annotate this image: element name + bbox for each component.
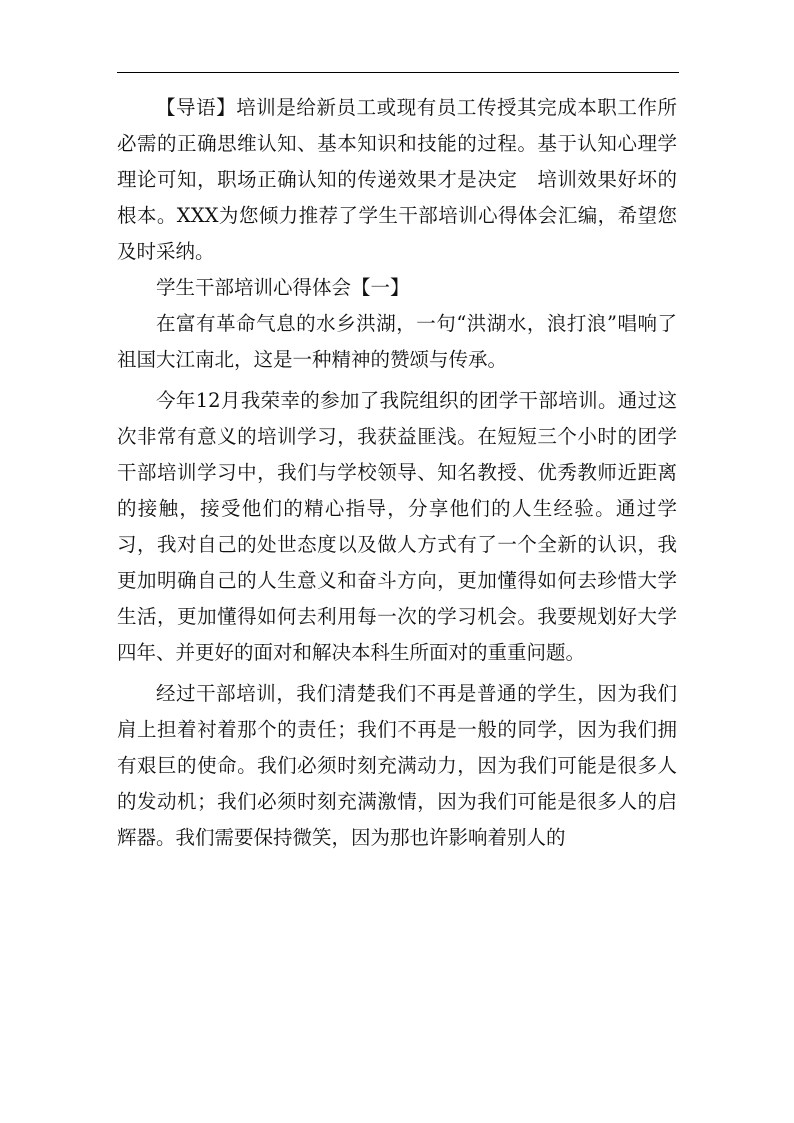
- document-body: [117, 90, 677, 856]
- body-paragraph-3: 经过干部培训，我们清楚我们不再是普通的学生，因为我们肩上担着衬着那个的责任；我们不再是一般的同学，因为我们拥有艰巨的使命。我们必须时刻充满动力，因为我们可能是很多人的发动机；我们必须时刻充满激情，因为我们可能是很多人的启辉器。我们需要保持微笑，因为那也许影响着别人的: [117, 682, 677, 849]
- intro-paragraph: 【导语】培训是给新员工或现有员工传授其完成本职工作所必需的正确思维认知、基本知识和技能的过程。基于认知心理学理论可知，职场正确认知的传递效果才是决定 培训效果好坏的根本。XXX为您倾力推荐了学生干部培训心得体会汇编，希望您及时采纳。: [117, 96, 677, 263]
- section-heading: 学生干部培训心得体会【一】: [156, 276, 410, 299]
- header-rule: [117, 72, 679, 73]
- body-paragraph-1: 在富有革命气息的水乡洪湖，一句“洪湖水，浪打浪”唱响了祖国大江南北，这是一种精神的赞颂与传承。: [117, 312, 677, 371]
- body-paragraph-2: 今年12月我荣幸的参加了我院组织的团学干部培训。通过这次非常有意义的培训学习，我获益匪浅。在短短三个小时的团学干部培训学习中，我们与学校领导、知名教授、优秀教师近距离的接触，接受他们的精心指导，分享他们的人生经验。通过学习，我对自己的处世态度以及做人方式有了一个全新的认识，我更加明确自己的人生意义和奋斗方向，更加懂得如何去珍惜大学生活，更加懂得如何去利用每一次的学习机会。我要规划好大学四年、并更好的面对和解决本科生所面对的重重问题。: [117, 389, 677, 664]
